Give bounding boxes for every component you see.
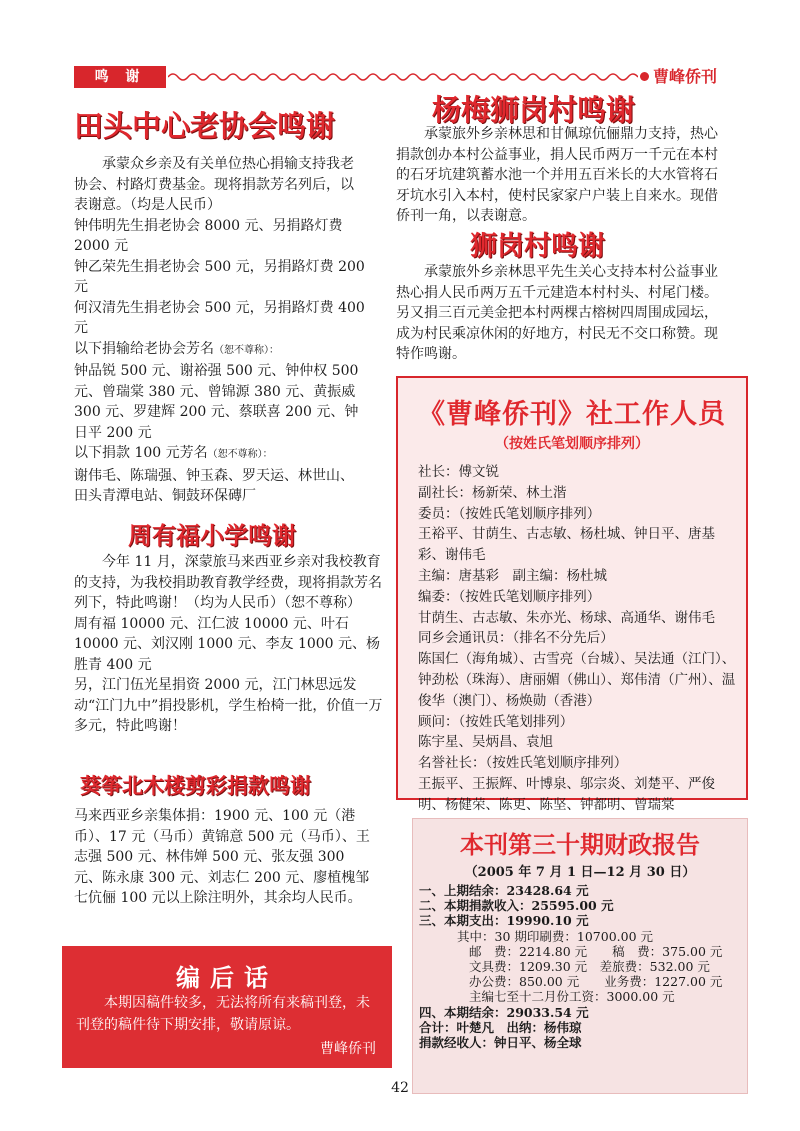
tiantou-list2-heading: 以下捐款 100 元芳名（恕不尊称）：	[74, 445, 273, 461]
finance-item: 二、本期捐款收入：25595.00 元	[419, 898, 614, 914]
staff-line: 王裕平、甘荫生、古志敏、杨杜城、钟日平、唐基彩、谢伟毛	[418, 526, 715, 564]
staff-line: 顾问：（按姓氏笔划排列）	[418, 713, 574, 730]
zhouyoufu-extra: 另，江门伍光星捐资 2000 元，江门林思远发动“江门九中”捐投影机，学生枱椅一批，价值一万多元，特此鸣谢！	[74, 677, 383, 734]
finance-lines	[419, 883, 745, 1050]
shigang-title: 狮岗村鸣谢	[470, 231, 605, 262]
zhouyoufu-intro: 今年 11 月，深蒙旅马来西亚乡亲对我校教育的支持，为我校捐助教育教学经费，现将捐款芳名列下，特此鸣谢！（均为人民币）（恕不尊称）	[74, 554, 382, 611]
bullet-icon	[640, 72, 649, 81]
yangmei-body: 承蒙旅外乡亲林思和甘佩琼伉俪鼎力支持，热心捐款创办本村公益事业，捐人民币两万一千元在本村的石牙坑建筑蓄水池一个并用五百米长的大水管将石牙坑水引入本村，使村民家家户户装上自来水。现借侨刊一角，以表谢意。	[396, 126, 718, 224]
kuizheng-article	[74, 806, 370, 909]
staff-line: 陈国仁（海角城）、古雪亮（台城）、吴法通（江门）、钟劲松（珠海）、唐丽媚（佛山）、郑伟清（广州）、温俊华（澳门）、杨焕勋（香港）	[418, 651, 736, 709]
staff-line: 同乡会通讯员：（排名不分先后）	[418, 630, 614, 647]
finance-item: 办公费：850.00 元 业务费：1227.00 元	[469, 974, 723, 990]
section-tag: 鸣 谢	[74, 66, 166, 88]
zhouyoufu-article	[74, 552, 384, 737]
finance-item: 三、本期支出：19990.10 元	[419, 913, 589, 929]
finance-item: 合计：叶楚凡 出纳：杨伟琼	[419, 1019, 582, 1035]
editor-note-body: 本期因稿件较多，无法将所有来稿刊登，未刊登的稿件待下期安排，敬请原谅。	[76, 995, 370, 1033]
zhouyoufu-title: 周有福小学鸣谢	[128, 522, 296, 550]
masthead: 曹峰侨刊	[640, 64, 717, 87]
staff-box	[396, 376, 748, 813]
kuizheng-body: 马来西亚乡亲集体捐：1900 元、100 元（港币）、17 元（马币）黄锦意 500 元（马币）、王志强 500 元、林伟婵 500 元、张友强 300 元、陈永康 300 元、刘志仁 200 元、廖植槐邹七伉俪 100 元以上除注明外，其余均人民币。	[74, 808, 370, 906]
tiantou-line: 何汉清先生捐老协会 500 元，另捐路灯费 400 元	[74, 299, 365, 336]
staff-line: 主编：唐基彩 副主编：杨杜城	[418, 567, 607, 584]
finance-item: 邮 费：2214.80 元 稿 费：375.00 元	[469, 943, 723, 959]
staff-list	[418, 462, 738, 816]
shigang-article	[396, 262, 726, 365]
tiantou-intro: 承蒙众乡亲及有关单位热心捐输支持我老协会、村路灯费基金。现将捐款芳名列后，以表谢意。（均是人民币）	[74, 156, 354, 213]
yangmei-article	[396, 124, 726, 227]
staff-line: 副社长：杨新荣、林土湝	[418, 484, 567, 501]
kuizheng-title: 葵筝北木楼剪彩捐款鸣谢	[80, 774, 311, 798]
tiantou-title: 田头中心老协会鸣谢	[74, 109, 336, 143]
staff-line: 社长：傅文锐	[418, 464, 499, 480]
tiantou-line: 钟伟明先生捐老协会 8000 元、另捐路灯费 2000 元	[74, 217, 343, 254]
finance-item: 主编七至十二月份工资：3000.00 元	[469, 989, 675, 1005]
finance-item: 文具费：1209.30 元 差旅费：532.00 元	[469, 959, 710, 975]
shigang-body: 承蒙旅外乡亲林思平先生关心支持本村公益事业热心捐人民币两万五千元建造本村村头、村尾门楼。另又捐三百元美金把本村两棵古榕树四周围成园坛，成为村民乘凉休闲的好地方，村民无不交口称赞。现特作鸣谢。	[396, 264, 718, 362]
tiantou-list2: 谢伟毛、陈瑞强、钟玉森、罗天运、林世山、田头青潭电站、铜鼓环保磚厂	[74, 467, 354, 504]
finance-item: 四、本期结余：29033.54 元	[419, 1004, 589, 1020]
editor-note-sign: 曹峰侨刊	[320, 1041, 376, 1057]
tiantou-list1-heading: 以下捐输给老协会芳名（恕不尊称）：	[74, 340, 279, 357]
staff-line: 陈宇星、吴炳昌、袁旭	[418, 734, 553, 751]
tiantou-line: 钟乙荣先生捐老协会 500 元，另捐路灯费 200 元	[74, 258, 365, 295]
staff-line: 名誉社长：（按姓氏笔划顺序排列）	[418, 755, 628, 772]
finance-title: 本刊第三十期财政报告	[460, 831, 700, 859]
editor-note-box	[62, 946, 392, 1068]
staff-line: 甘荫生、古志敏、朱亦光、杨球、高通华、谢伟毛	[418, 609, 715, 626]
wavy-divider	[168, 70, 638, 84]
tiantou-list1: 钟品锐 500 元、谢裕强 500 元、钟仲权 500 元、曾瑞棠 380 元、曾锦源 380 元、黄振威 300 元、罗建辉 200 元、蔡联喜 200 元、钟日平 200 元	[74, 363, 359, 441]
finance-item: 其中：30 期印刷费：10700.00 元	[457, 928, 653, 944]
finance-item: 捐款经收人：钟日平、杨全球	[419, 1035, 582, 1051]
page-number: 42	[391, 1080, 409, 1096]
tiantou-article	[74, 154, 366, 507]
finance-report	[412, 818, 748, 1094]
staff-line: 编委：（按姓氏笔划顺序排列）	[418, 588, 601, 605]
finance-item: 一、上期结余：23428.64 元	[419, 883, 589, 898]
finance-period: （2005 年 7 月 1 日—12 月 30 日）	[464, 865, 696, 880]
staff-title: 《曹峰侨刊》社工作人员	[418, 399, 726, 430]
yangmei-title: 杨梅狮岗村鸣谢	[432, 93, 636, 127]
staff-line: 王振平、王振辉、叶博泉、邬宗炎、刘楚平、严俊明、杨健荣、陈更、陈坚、钟都明、曾瑞棠	[418, 775, 715, 813]
editor-note-title: 编后话	[176, 964, 278, 992]
staff-line: 委员：（按姓氏笔划顺序排列）	[418, 505, 601, 522]
staff-subtitle: （按姓氏笔划顺序排列）	[495, 436, 649, 452]
zhouyoufu-list: 周有福 10000 元、江仁波 10000 元、叶石 10000 元、刘汉刚 1000 元、李友 1000 元、杨胜青 400 元	[74, 615, 381, 673]
